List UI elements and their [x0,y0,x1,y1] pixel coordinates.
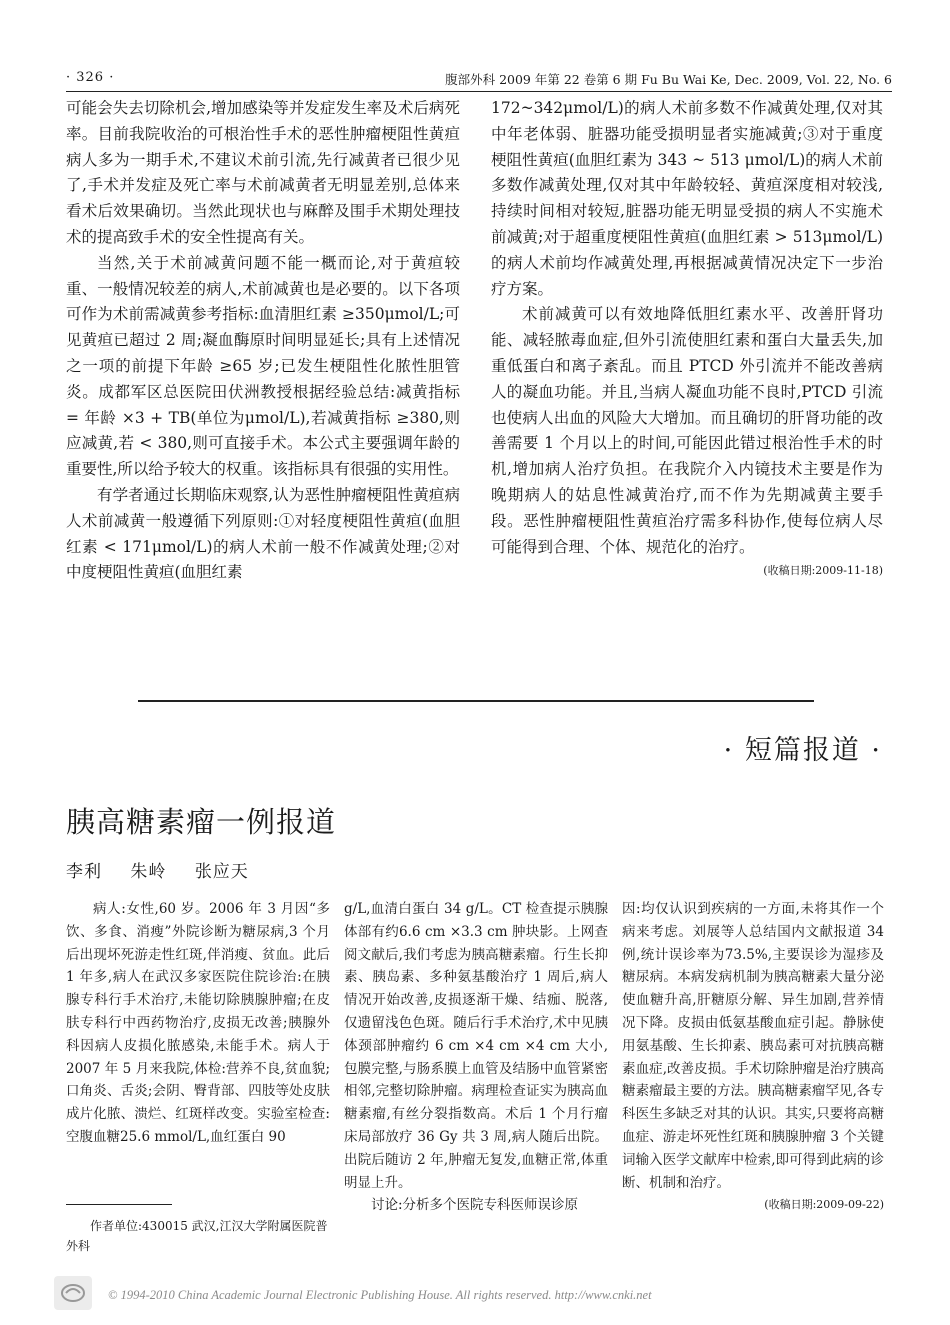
prev-article-left-column [66,96,460,586]
article-column-2 [344,898,608,1217]
article-received-date: (收稿日期:2009-09-22) [764,1198,884,1212]
section-heading: · 短篇报道 · [723,735,882,766]
article-discussion-start: 讨论:分析多个医院专科医师误诊原 [371,1197,579,1214]
footnote-rule [66,1204,172,1205]
author-name: 张应天 [194,862,249,882]
header-rule [66,91,892,92]
section-divider [138,700,814,702]
article-column-1 [66,898,330,1149]
page-number: · 326 · [66,70,115,85]
authors [66,857,271,882]
prev-received-date: (收稿日期:2009-11-18) [763,564,883,578]
prev-article-right-column [491,96,883,580]
article-treatment-para: g/L,血清白蛋白 34 g/L。CT 检查提示胰腺体部有约6.6 cm ×3.3 cm 肿块影。上网查阅文献后,我们考虑为胰高糖素瘤。行生长抑素、胰岛素、多种氨基酸治疗 1 周后,病人情况开始改善,皮损逐渐干燥、结痂、脱落,仅遗留浅色色斑。随后行手术治疗,术中见胰体颈部肿瘤约 6 cm ×4 cm ×4 cm 大小,包膜完整,与肠系膜上血管及结肠中血管紧密相邻,完整切除肿瘤。病理检查证实为胰高血糖素瘤,有丝分裂指数高。术后 1 个月行瘤床局部放疗 36 Gy 共 3 周,病人随后出院。出院后随访 2 年,肿瘤无复发,血糖正常,体重明显上升。 [344,901,608,1191]
article-discussion-para: 因:均仅认识到疾病的一方面,未将其作一个病来考虑。刘展等人总结国内文献报道 34 例,统计误诊率为73.5%,主要误诊为湿疹及糖尿病。本病发病机制为胰高糖素大量分泌使血糖升高,肝糖原分解、异生加剧,营养情况下降。皮损由低氨基酸血症引起。静脉使用氨基酸、生长抑素、胰岛素可对抗胰高糖素血症,改善皮损。手术切除肿瘤是治疗胰高糖素瘤最主要的方法。胰高糖素瘤罕见,各专科医生多缺乏对其的认识。其实,只要将高糖血症、游走坏死性红斑和胰腺肿瘤 3 个关键词输入医学文献库中检索,即可得到此病的诊断、机制和治疗。 [622,901,884,1191]
article-title: 胰高糖素瘤一例报道 [66,805,337,839]
prev-para-2: 当然,关于术前减黄问题不能一概而论,对于黄疸较重、一般情况较差的病人,术前减黄也是必要的。以下各项可作为术前需减黄参考指标:血清胆红素 ≥350μmol/L;可见黄疸已超过 2 周;凝血酶原时间明显延长;具有上述情况之一项的前提下年龄 ≥65 岁;已发生梗阻性化脓性胆管炎。成都军区总医院田伏洲教授根据经验总结:减黄指标 = 年龄 ×3 + TB(单位为μmol/L),若减黄指标 ≥380,则应减黄,若 < 380,则可直接手术。本公式主要强调年龄的重要性,所以给予较大的权重。该指标具有很强的实用性。 [66,253,460,479]
article-column-3 [622,898,884,1214]
prev-para-4: 172~342μmol/L)的病人术前多数不作减黄处理,仅对其中年老体弱、脏器功能受损明显者实施减黄;③对于重度梗阻性黄疸(血胆红素为 343 ~ 513 μmol/L)的病人术前多数作减黄处理,仅对其中年龄较轻、黄疸深度相对较浅,持续时间相对较短,脏器功能无明显受损的病人不实施术前减黄;对于超重度梗阻性黄疸(血胆红素 > 513μmol/L)的病人术前均作减黄处理,再根据减黄情况决定下一步治疗方案。 [491,99,883,298]
author-name: 朱岭 [130,862,167,882]
author-name: 李利 [66,862,102,882]
article-case-para: 病人:女性,60 岁。2006 年 3 月因“多饮、多食、消瘦”外院诊断为糖尿病,3 个月后出现坏死游走性红斑,伴消瘦、贫血。此后 1 年多,病人在武汉多家医院住院诊治:在胰腺专科行手术治疗,未能切除胰腺肿瘤;在皮肤专科行中西药物治疗,皮损无改善;胰腺外科因病人皮损化脓感染,未能手术。病人于 2007 年 5 月来我院,体检:营养不良,贫血貌;口角炎、舌炎;会阴、臀背部、四肢等处皮肤成片化脓、溃烂、红斑样改变。实验室检查:空腹血糖25.6 mmol/L,血红蛋白 90 [66,901,330,1145]
author-affiliation: 作者单位:430015 武汉,江汉大学附属医院普外科 [66,1219,328,1253]
prev-para-5: 术前减黄可以有效地降低胆红素水平、改善肝肾功能、减轻脓毒血症,但外引流使胆红素和蛋白大量丢失,加重低蛋白和离子紊乱。而且 PTCD 外引流并不能改善病人的凝血功能。并且,当病人凝血功能不良时,PTCD 引流也使病人出血的风险大大增加。而且确切的肝肾功能的改善需要 1 个月以上的时间,可能因此错过根治性手术的时机,增加病人治疗负担。在我院介入内镜技术主要是作为晚期病人的姑息性减黄治疗,而不作为先期减黄主要手段。恶性肿瘤梗阻性黄疸治疗需多科协作,使每位病人尽可能得到合理、个体、规范化的治疗。 [491,305,883,556]
copyright-footer: © 1994-2010 China Academic Journal Electronic Publishing House. All rights reserved. http://www.cnki.net [108,1288,652,1302]
cnki-logo-icon [54,1276,92,1310]
prev-para-1: 可能会失去切除机会,增加感染等并发症发生率及术后病死率。目前我院收治的可根治性手术的恶性肿瘤梗阻性黄疸病人多为一期手术,不建议术前引流,先行减黄者已很少见了,手术并发症及死亡率与术前减黄者无明显差别,总体来看术后效果确切。当然此现状也与麻醉及围手术期处理技术的提高致手术的安全性提高有关。 [66,99,460,246]
prev-para-3: 有学者通过长期临床观察,认为恶性肿瘤梗阻性黄疸病人术前减黄一般遵循下列原则:①对轻度梗阻性黄疸(血胆红素 < 171μmol/L)的病人术前一般不作减黄处理;②对中度梗阻性黄疸(血胆红素 [66,485,460,582]
journal-info: 腹部外科 2009 年第 22 卷第 6 期 Fu Bu Wai Ke, Dec. 2009, Vol. 22, No. 6 [445,72,892,87]
